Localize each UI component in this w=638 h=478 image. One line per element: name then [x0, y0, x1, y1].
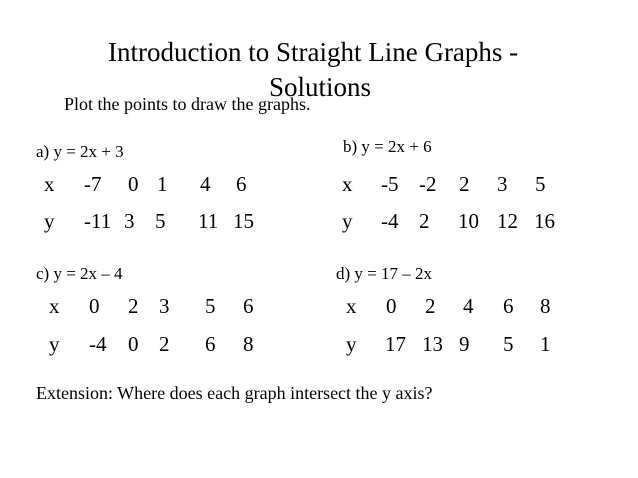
table-c-y-value: 0	[128, 332, 139, 356]
slide-title-line-2: Solutions	[269, 72, 372, 102]
table-a-y-label: y	[44, 209, 55, 233]
table-a-y-value: 15	[233, 209, 254, 233]
table-a-y-value: 3	[124, 209, 135, 233]
equation-a: a) y = 2x + 3	[36, 142, 124, 161]
table-c-y-value: 2	[159, 332, 170, 356]
equation-b: b) y = 2x + 6	[343, 137, 432, 156]
table-a-x-label: x	[44, 172, 55, 196]
table-c-x-value: 5	[205, 294, 216, 318]
table-d-x-value: 0	[386, 294, 397, 318]
table-b-y-value: 16	[534, 209, 555, 233]
extension-question: Extension: Where does each graph intersect the y axis?	[36, 383, 433, 403]
table-a-x-value: 4	[200, 172, 211, 196]
table-a-y-value: 5	[155, 209, 166, 233]
table-d-y-label: y	[346, 332, 357, 356]
table-a-x-value: -7	[84, 172, 102, 196]
table-d-y-value: 9	[459, 332, 470, 356]
table-d-x-value: 6	[503, 294, 514, 318]
table-d-y-value: 1	[540, 332, 551, 356]
table-d-x-value: 2	[425, 294, 436, 318]
table-b-x-value: 5	[535, 172, 546, 196]
table-c-y-value: -4	[89, 332, 107, 356]
table-b-y-value: 12	[497, 209, 518, 233]
table-a-x-value: 0	[128, 172, 139, 196]
table-b-y-value: -4	[381, 209, 399, 233]
table-b-y-value: 2	[419, 209, 430, 233]
table-d-y-value: 5	[503, 332, 514, 356]
table-c-y-value: 8	[243, 332, 254, 356]
table-b-x-label: x	[342, 172, 353, 196]
table-d-y-value: 17	[385, 332, 406, 356]
table-b-x-value: -2	[419, 172, 437, 196]
table-d-y-value: 13	[422, 332, 443, 356]
table-d-x-value: 4	[463, 294, 474, 318]
equation-c: c) y = 2x – 4	[36, 264, 123, 283]
table-a-y-value: -11	[84, 209, 112, 233]
table-c-x-value: 6	[243, 294, 254, 318]
table-a-x-value: 1	[157, 172, 168, 196]
table-c-y-value: 6	[205, 332, 216, 356]
table-b-x-value: 3	[497, 172, 508, 196]
equation-d: d) y = 17 – 2x	[336, 264, 432, 283]
table-b-y-label: y	[342, 209, 353, 233]
table-d-x-label: x	[346, 294, 357, 318]
table-d-x-value: 8	[540, 294, 551, 318]
table-a-y-value: 11	[198, 209, 219, 233]
table-c-x-label: x	[49, 294, 60, 318]
table-c-x-value: 3	[159, 294, 170, 318]
slide-title-line-1: Introduction to Straight Line Graphs -	[108, 37, 519, 67]
table-b-x-value: -5	[381, 172, 399, 196]
table-c-y-label: y	[49, 332, 60, 356]
instruction-text: Plot the points to draw the graphs.	[64, 94, 311, 114]
table-c-x-value: 0	[89, 294, 100, 318]
table-b-x-value: 2	[459, 172, 470, 196]
table-b-y-value: 10	[458, 209, 479, 233]
table-c-x-value: 2	[128, 294, 139, 318]
table-a-x-value: 6	[236, 172, 247, 196]
